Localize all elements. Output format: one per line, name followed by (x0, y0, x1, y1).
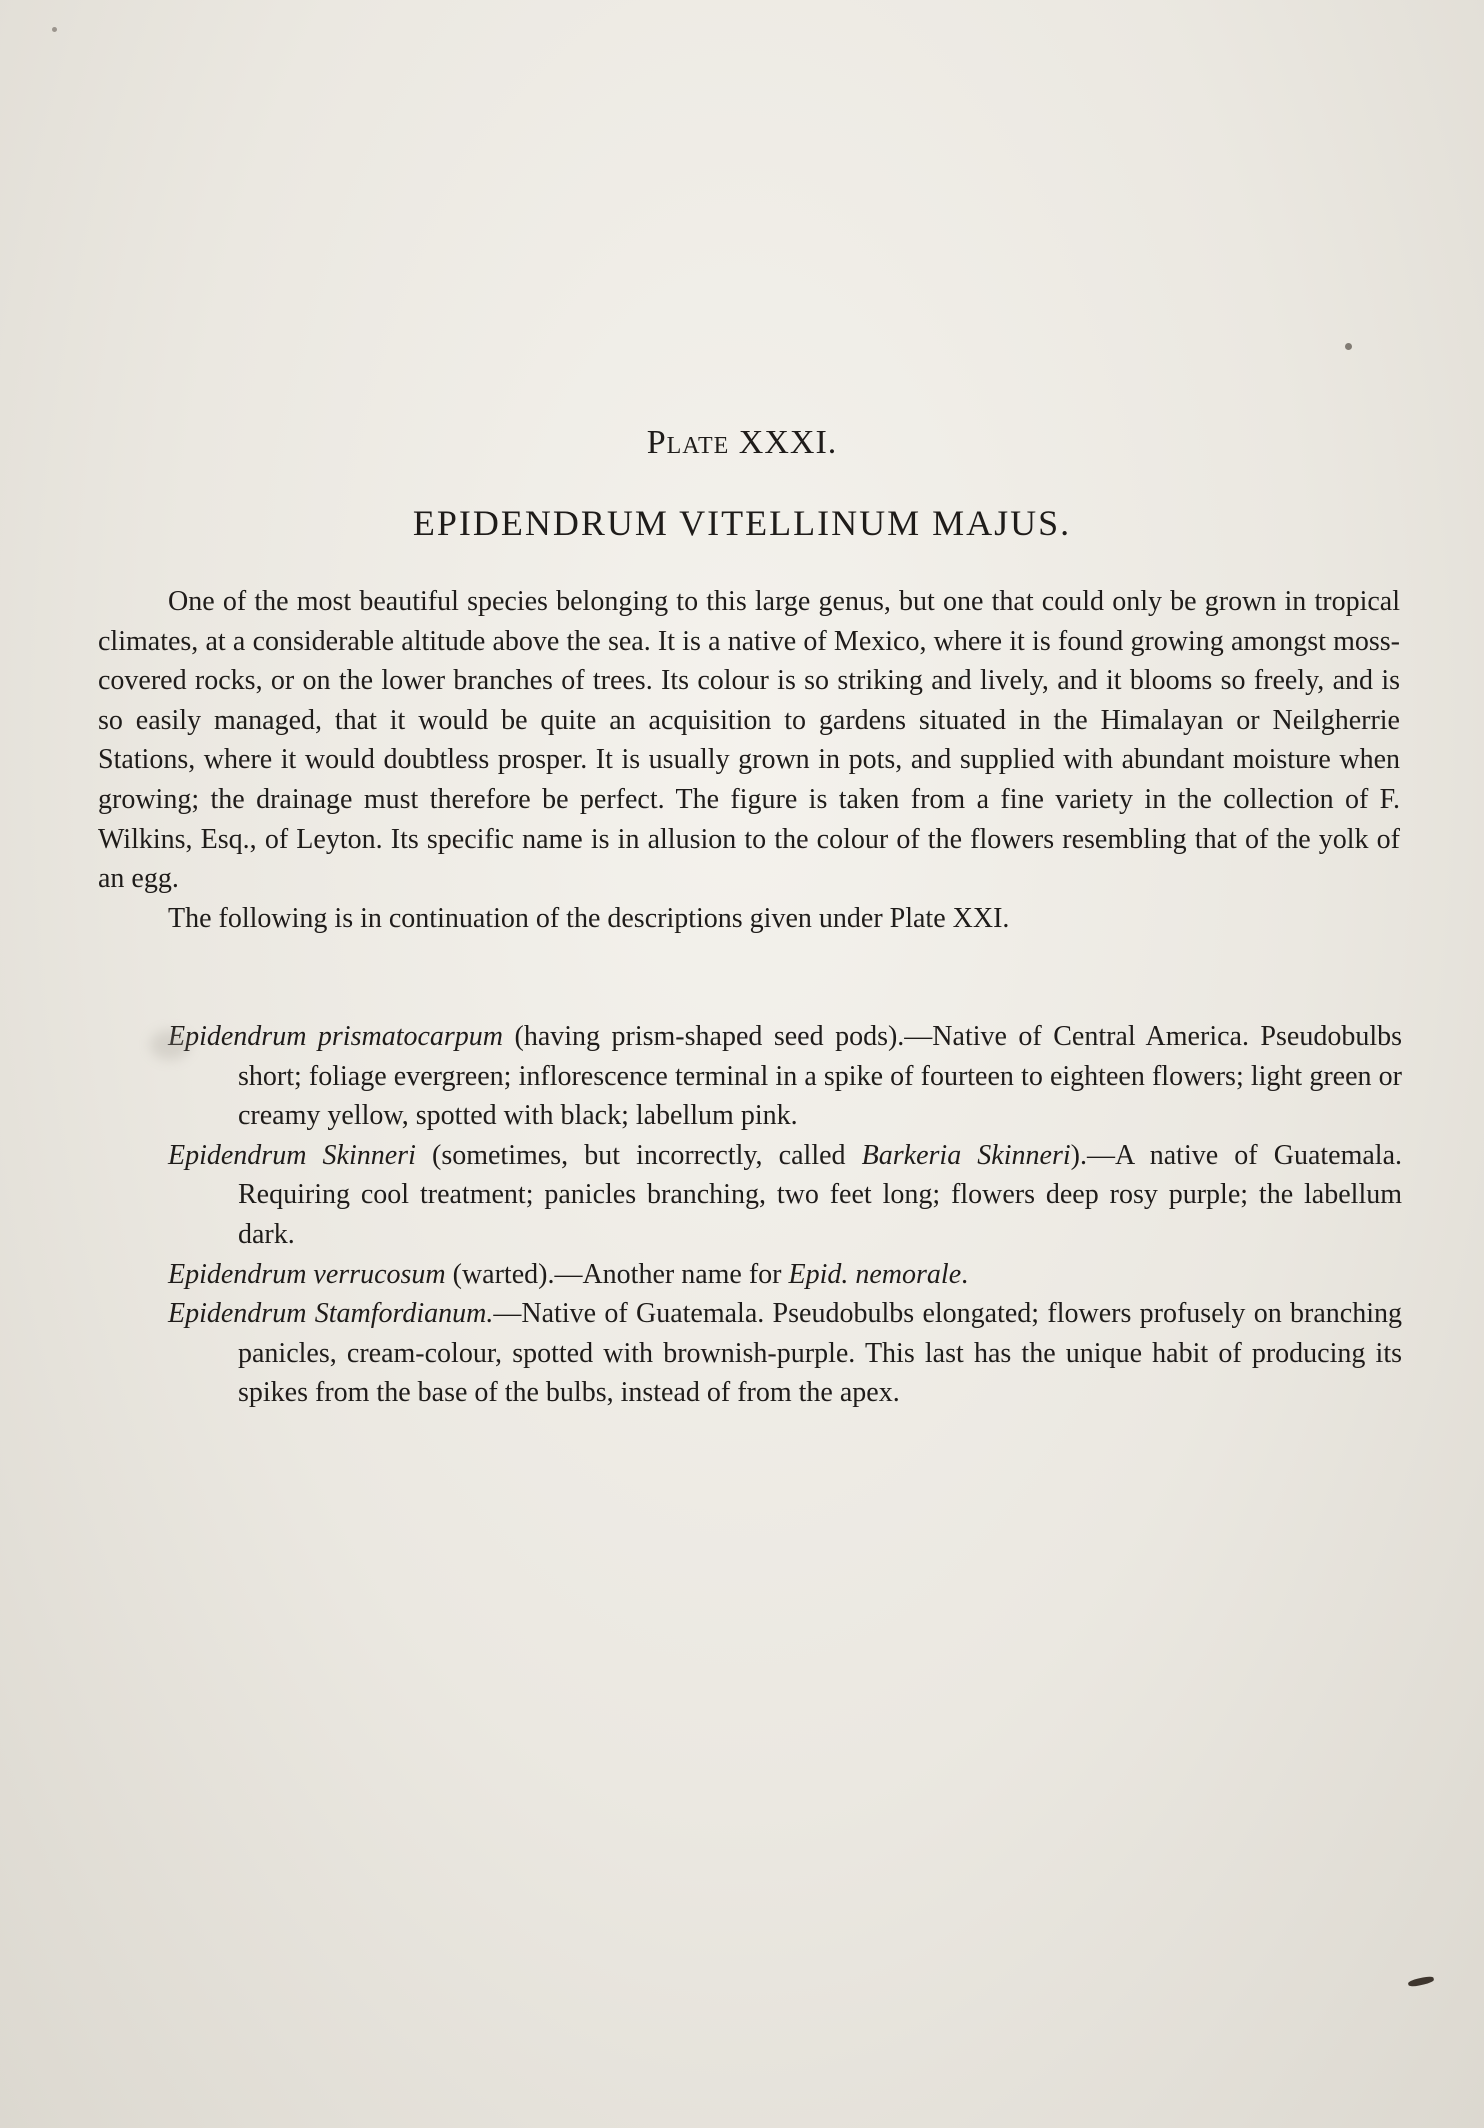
species-entries (168, 1017, 1402, 1413)
paper-blemish (1345, 343, 1352, 350)
entry-species-name: Epidendrum Skinneri (168, 1139, 416, 1171)
entry-description: (sometimes, but incorrectly, called (415, 1139, 862, 1171)
paper-blemish (1408, 1975, 1435, 1987)
paper-blemish (150, 1030, 190, 1060)
entry-stamfordianum (168, 1294, 1402, 1413)
entry-species-name: Epidendrum Stamfordianum. (168, 1298, 494, 1330)
entry-synonym: Epid. nemorale (788, 1258, 962, 1290)
entry-synonym: Barkeria Skinneri (861, 1139, 1071, 1171)
entry-prismatocarpum (168, 1017, 1402, 1136)
entry-verrucosum (168, 1255, 1402, 1295)
entry-description: . (961, 1258, 969, 1290)
entry-skinneri (168, 1136, 1402, 1255)
entry-species-name: Epidendrum verrucosum (168, 1258, 446, 1290)
entry-description: ).—A native of Guatemala. Requiring cool treatment; panicles branching, two feet long; flowers deep rosy purple; the labellum dark. (238, 1139, 1402, 1250)
entry-species-name: Epidendrum prismatocarpum (168, 1021, 504, 1052)
description-body (98, 582, 1400, 938)
description-paragraph: One of the most beautiful species belonging to this large genus, but one that could only be grown in tropical climates, at a considerable altitude above the sea. It is a native of Mexico, where it is found growing amongst moss-covered rocks, or on the lower branches of trees. Its colour is so striking and lively, and it blooms so freely, and is so easily managed, that it would be quite an acquisition to gardens situated in the Himalayan or Neilgherrie Stations, where it would doubtless prosper. It is usually grown in pots, and supplied with abundant moisture when growing; the drainage must therefore be perfect. The figure is taken from a fine variety in the collection of F. Wilkins, Esq., of Leyton. Its specific name is in allusion to the colour of the flowers resembling that of the yolk of an egg. (98, 586, 1400, 895)
paper-blemish (52, 27, 57, 32)
entry-description: (warted).—Another name for (445, 1258, 789, 1290)
entry-description: —Native of Guatemala. Pseudobulbs elongated; flowers profusely on branching panicles, cream-colour, spotted with brownish-purple. This last has the unique habit of producing its spikes from the base of the bulbs, instead of from the apex. (238, 1298, 1402, 1409)
species-title: EPIDENDRUM VITELLINUM MAJUS. (412, 503, 1072, 543)
plate-heading: Plate XXXI. (646, 424, 838, 461)
entry-description: (having prism-shaped seed pods).—Native of Central America. Pseudobulbs short; foliage evergreen; inflorescence terminal in a spike of fourteen to eighteen flowers; light green or creamy yellow, spotted with black; labellum pink. (238, 1021, 1402, 1132)
continuation-paragraph: The following is in continuation of the descriptions given under Plate XXI. (168, 902, 1010, 934)
